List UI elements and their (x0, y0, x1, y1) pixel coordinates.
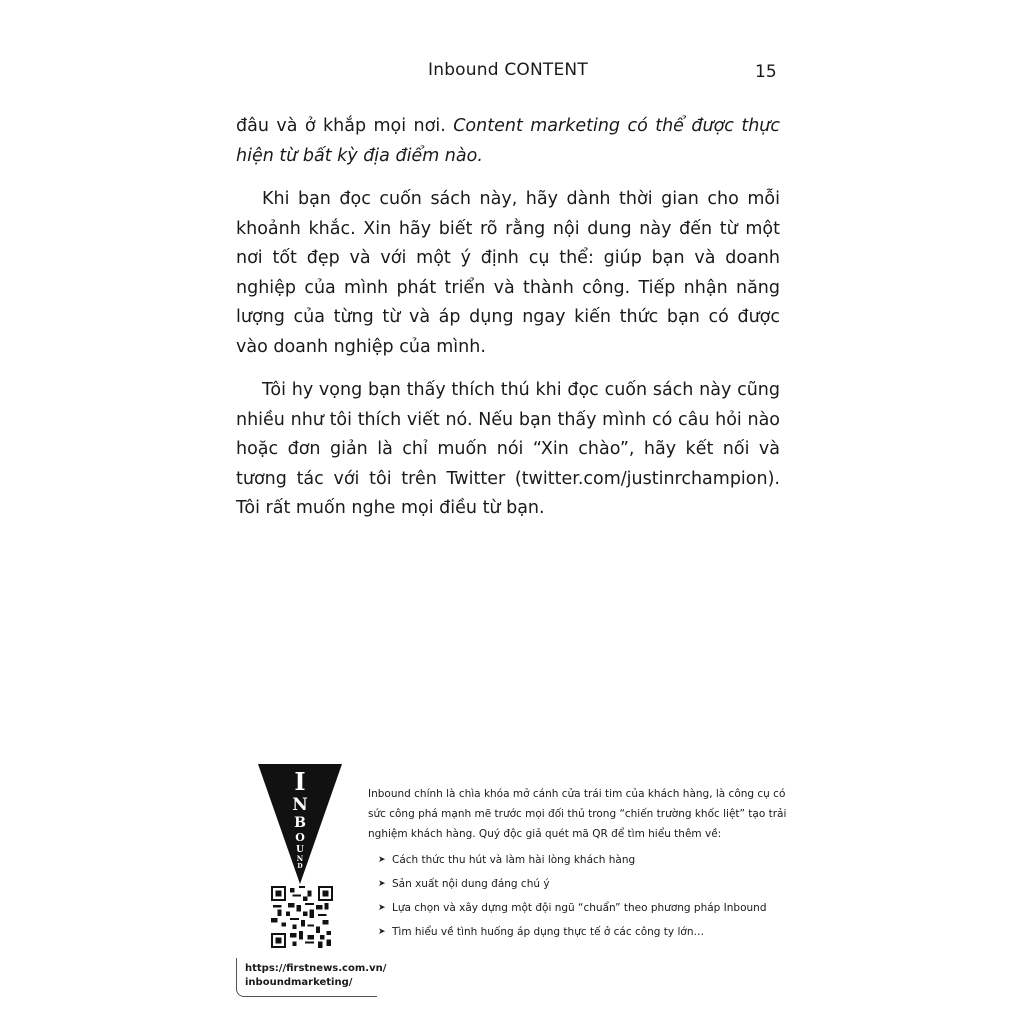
svg-text:U: U (296, 845, 304, 855)
promo-list-item-label: Tìm hiểu về tình huống áp dụng thực tế ở các công ty lớn… (392, 926, 704, 938)
arrow-right-icon: ➤ (378, 879, 386, 889)
paragraph-1-regular: đâu và ở khắp mọi nơi. (236, 116, 454, 136)
qr-url[interactable] (245, 962, 386, 990)
promo-list-item-label: Sản xuất nội dung đáng chú ý (392, 878, 550, 890)
paragraph-1-italic: Content marketing có thể được thực hiện từ bất kỳ địa điểm nào. (236, 116, 780, 166)
paragraph-3: Tôi hy vọng bạn thấy thích thú khi đọc cuốn sách này cũng nhiều như tôi thích viết nó. Nếu bạn thấy mình có câu hỏi nào hoặc đơn giản là chỉ muốn nói “Xin chào”, hãy kết nối và tương tác với tôi trên Twitter (twitter.com/justinrchampion). Tôi rất muốn nghe mọi điều từ bạn. (236, 380, 780, 518)
arrow-right-icon: ➤ (378, 855, 386, 865)
promo-list-item (378, 896, 766, 920)
paragraph-2: Khi bạn đọc cuốn sách này, hãy dành thời gian cho mỗi khoảnh khắc. Xin hãy biết rõ rằng nội dung này đến từ một nơi tốt đẹp và với một ý định cụ thể: giúp bạn và doanh nghiệp của mình phát triển và thành công. Tiếp nhận năng lượng của từng từ và áp dụng ngay kiến thức bạn có được vào doanh nghiệp của mình. (236, 189, 780, 357)
running-title: Inbound CONTENT (428, 60, 588, 80)
promo-intro: Inbound chính là chìa khóa mở cánh cửa trái tim của khách hàng, là công cụ có sức công phá mạnh mẽ trước mọi đối thủ trong “chiến trường khốc liệt” tạo trải nghiệm khách hàng. Quý độc giả quét mã QR để tìm hiểu thêm về: (368, 788, 787, 840)
arrow-right-icon: ➤ (378, 903, 386, 913)
promo-list-item (378, 920, 766, 944)
svg-text:N: N (296, 854, 304, 863)
svg-text:B: B (294, 815, 306, 831)
qr-code[interactable] (270, 886, 334, 948)
arrow-right-icon: ➤ (378, 927, 386, 937)
promo-list-item (378, 848, 766, 872)
svg-text:D: D (297, 863, 303, 870)
svg-text:I: I (294, 767, 306, 796)
qr-url-line-2: inboundmarketing/ (245, 977, 353, 988)
qr-url-box (236, 958, 387, 997)
promo-box (238, 760, 798, 1010)
qr-url-line-1: https://firstnews.com.vn/ (245, 963, 387, 974)
svg-text:N: N (292, 795, 308, 815)
body-text (236, 112, 780, 538)
promo-list-item-label: Cách thức thu hút và làm hài lòng khách hàng (392, 854, 636, 866)
svg-text:O: O (295, 831, 305, 844)
promo-list (378, 848, 766, 944)
page-number: 15 (755, 62, 777, 82)
running-head (0, 58, 1024, 88)
inbound-logo (258, 764, 342, 884)
promo-list-item-label: Lựa chọn và xây dựng một đội ngũ “chuẩn” theo phương pháp Inbound (392, 902, 767, 914)
paragraph-1 (236, 112, 780, 171)
promo-list-item (378, 872, 766, 896)
